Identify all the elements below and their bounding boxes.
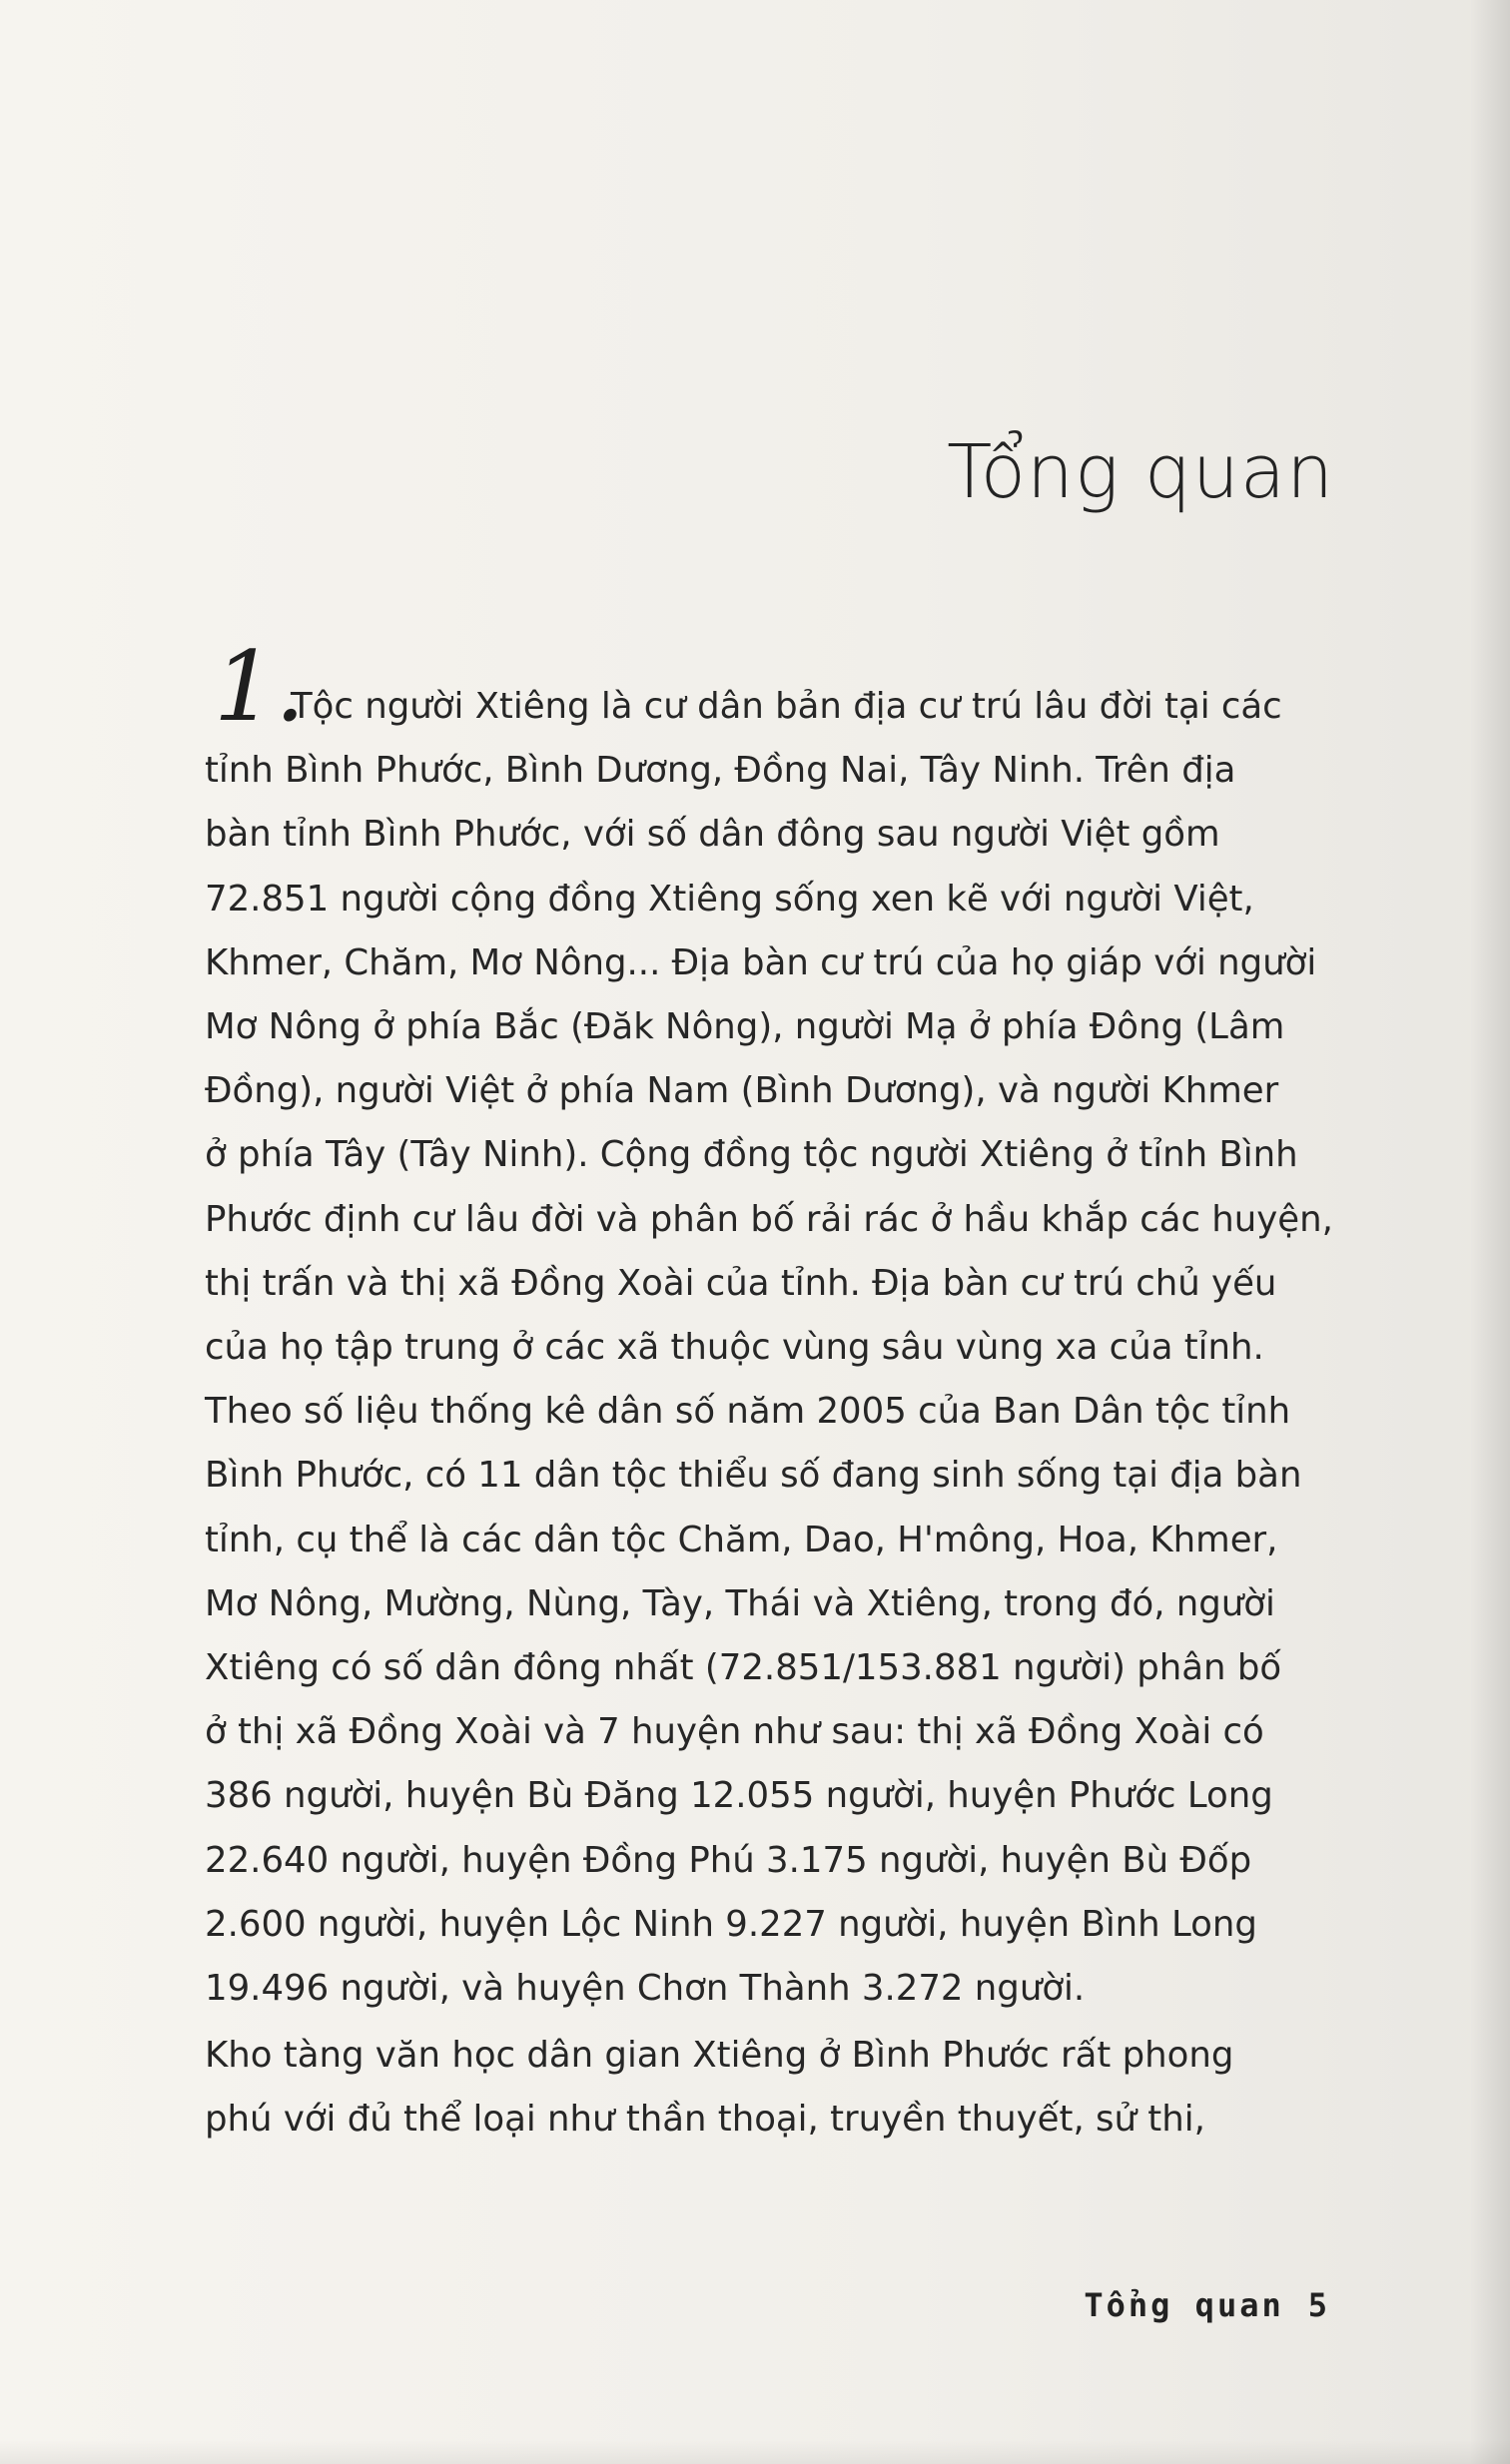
page-bottom-shadow <box>0 2440 1510 2464</box>
running-title: Tổng quan <box>1084 2286 1284 2324</box>
text-line: Bình Phước, có 11 dân tộc thiểu số đang sinh sống tại địa bàn <box>205 1455 1302 1497</box>
text-line: 22.640 người, huyện Đồng Phú 3.175 người, huyện Bù Đốp <box>205 1839 1252 1881</box>
text-line: Xtiêng có số dân đông nhất (72.851/153.881 người) phân bố <box>205 1647 1282 1689</box>
text-line: tỉnh, cụ thể là các dân tộc Chăm, Dao, H'mông, Hoa, Khmer, <box>205 1519 1278 1560</box>
text-line: bàn tỉnh Bình Phước, với số dân đông sau người Việt gồm <box>205 814 1220 856</box>
text-line: Phước định cư lâu đời và phân bố rải rác ở hầu khắp các huyện, <box>205 1198 1333 1240</box>
text-line: 19.496 người, và huyện Chơn Thành 3.272 người. <box>205 1968 1086 2010</box>
text-line: Khmer, Chăm, Mơ Nông... Địa bàn cư trú của họ giáp với người <box>205 941 1317 983</box>
text-line: Theo số liệu thống kê dân số năm 2005 của Ban Dân tộc tỉnh <box>205 1391 1291 1433</box>
text-line: Đồng), người Việt ở phía Nam (Bình Dương), và người Khmer <box>205 1070 1279 1112</box>
page-footer <box>1084 2286 1330 2324</box>
text-line: Kho tàng văn học dân gian Xtiêng ở Bình Phước rất phong <box>205 2035 1234 2077</box>
page-number: 5 <box>1307 2286 1330 2324</box>
text-line: Mơ Nông ở phía Bắc (Đăk Nông), người Mạ ở phía Đông (Lâm <box>205 1006 1285 1048</box>
text-line: 2.600 người, huyện Lộc Ninh 9.227 người, huyện Bình Long <box>205 1903 1257 1945</box>
text-line: 72.851 người cộng đồng Xtiêng sống xen kẽ với người Việt, <box>205 878 1254 920</box>
text-line: của họ tập trung ở các xã thuộc vùng sâu vùng xa của tỉnh. <box>205 1327 1264 1369</box>
text-line: tỉnh Bình Phước, Bình Dương, Đồng Nai, Tây Ninh. Trên địa <box>205 750 1236 792</box>
text-line: thị trấn và thị xã Đồng Xoài của tỉnh. Địa bàn cư trú chủ yếu <box>205 1262 1277 1304</box>
body-text <box>205 675 1333 2153</box>
text-line: ở thị xã Đồng Xoài và 7 huyện như sau: thị xã Đồng Xoài có <box>205 1711 1264 1753</box>
text-line: 386 người, huyện Bù Đăng 12.055 người, huyện Phước Long <box>205 1775 1273 1817</box>
chapter-title: Tổng quan <box>947 429 1334 515</box>
text-line: Tộc người Xtiêng là cư dân bản địa cư trú lâu đời tại các <box>291 686 1282 727</box>
section-number: 1. <box>214 631 306 743</box>
text-line: ở phía Tây (Tây Ninh). Cộng đồng tộc người Xtiêng ở tỉnh Bình <box>205 1134 1298 1176</box>
page-edge-shadow <box>1470 0 1510 2464</box>
text-line: phú với đủ thể loại như thần thoại, truyền thuyết, sử thi, <box>205 2099 1205 2141</box>
text-line: Mơ Nông, Mường, Nùng, Tày, Thái và Xtiêng, trong đó, người <box>205 1582 1275 1624</box>
